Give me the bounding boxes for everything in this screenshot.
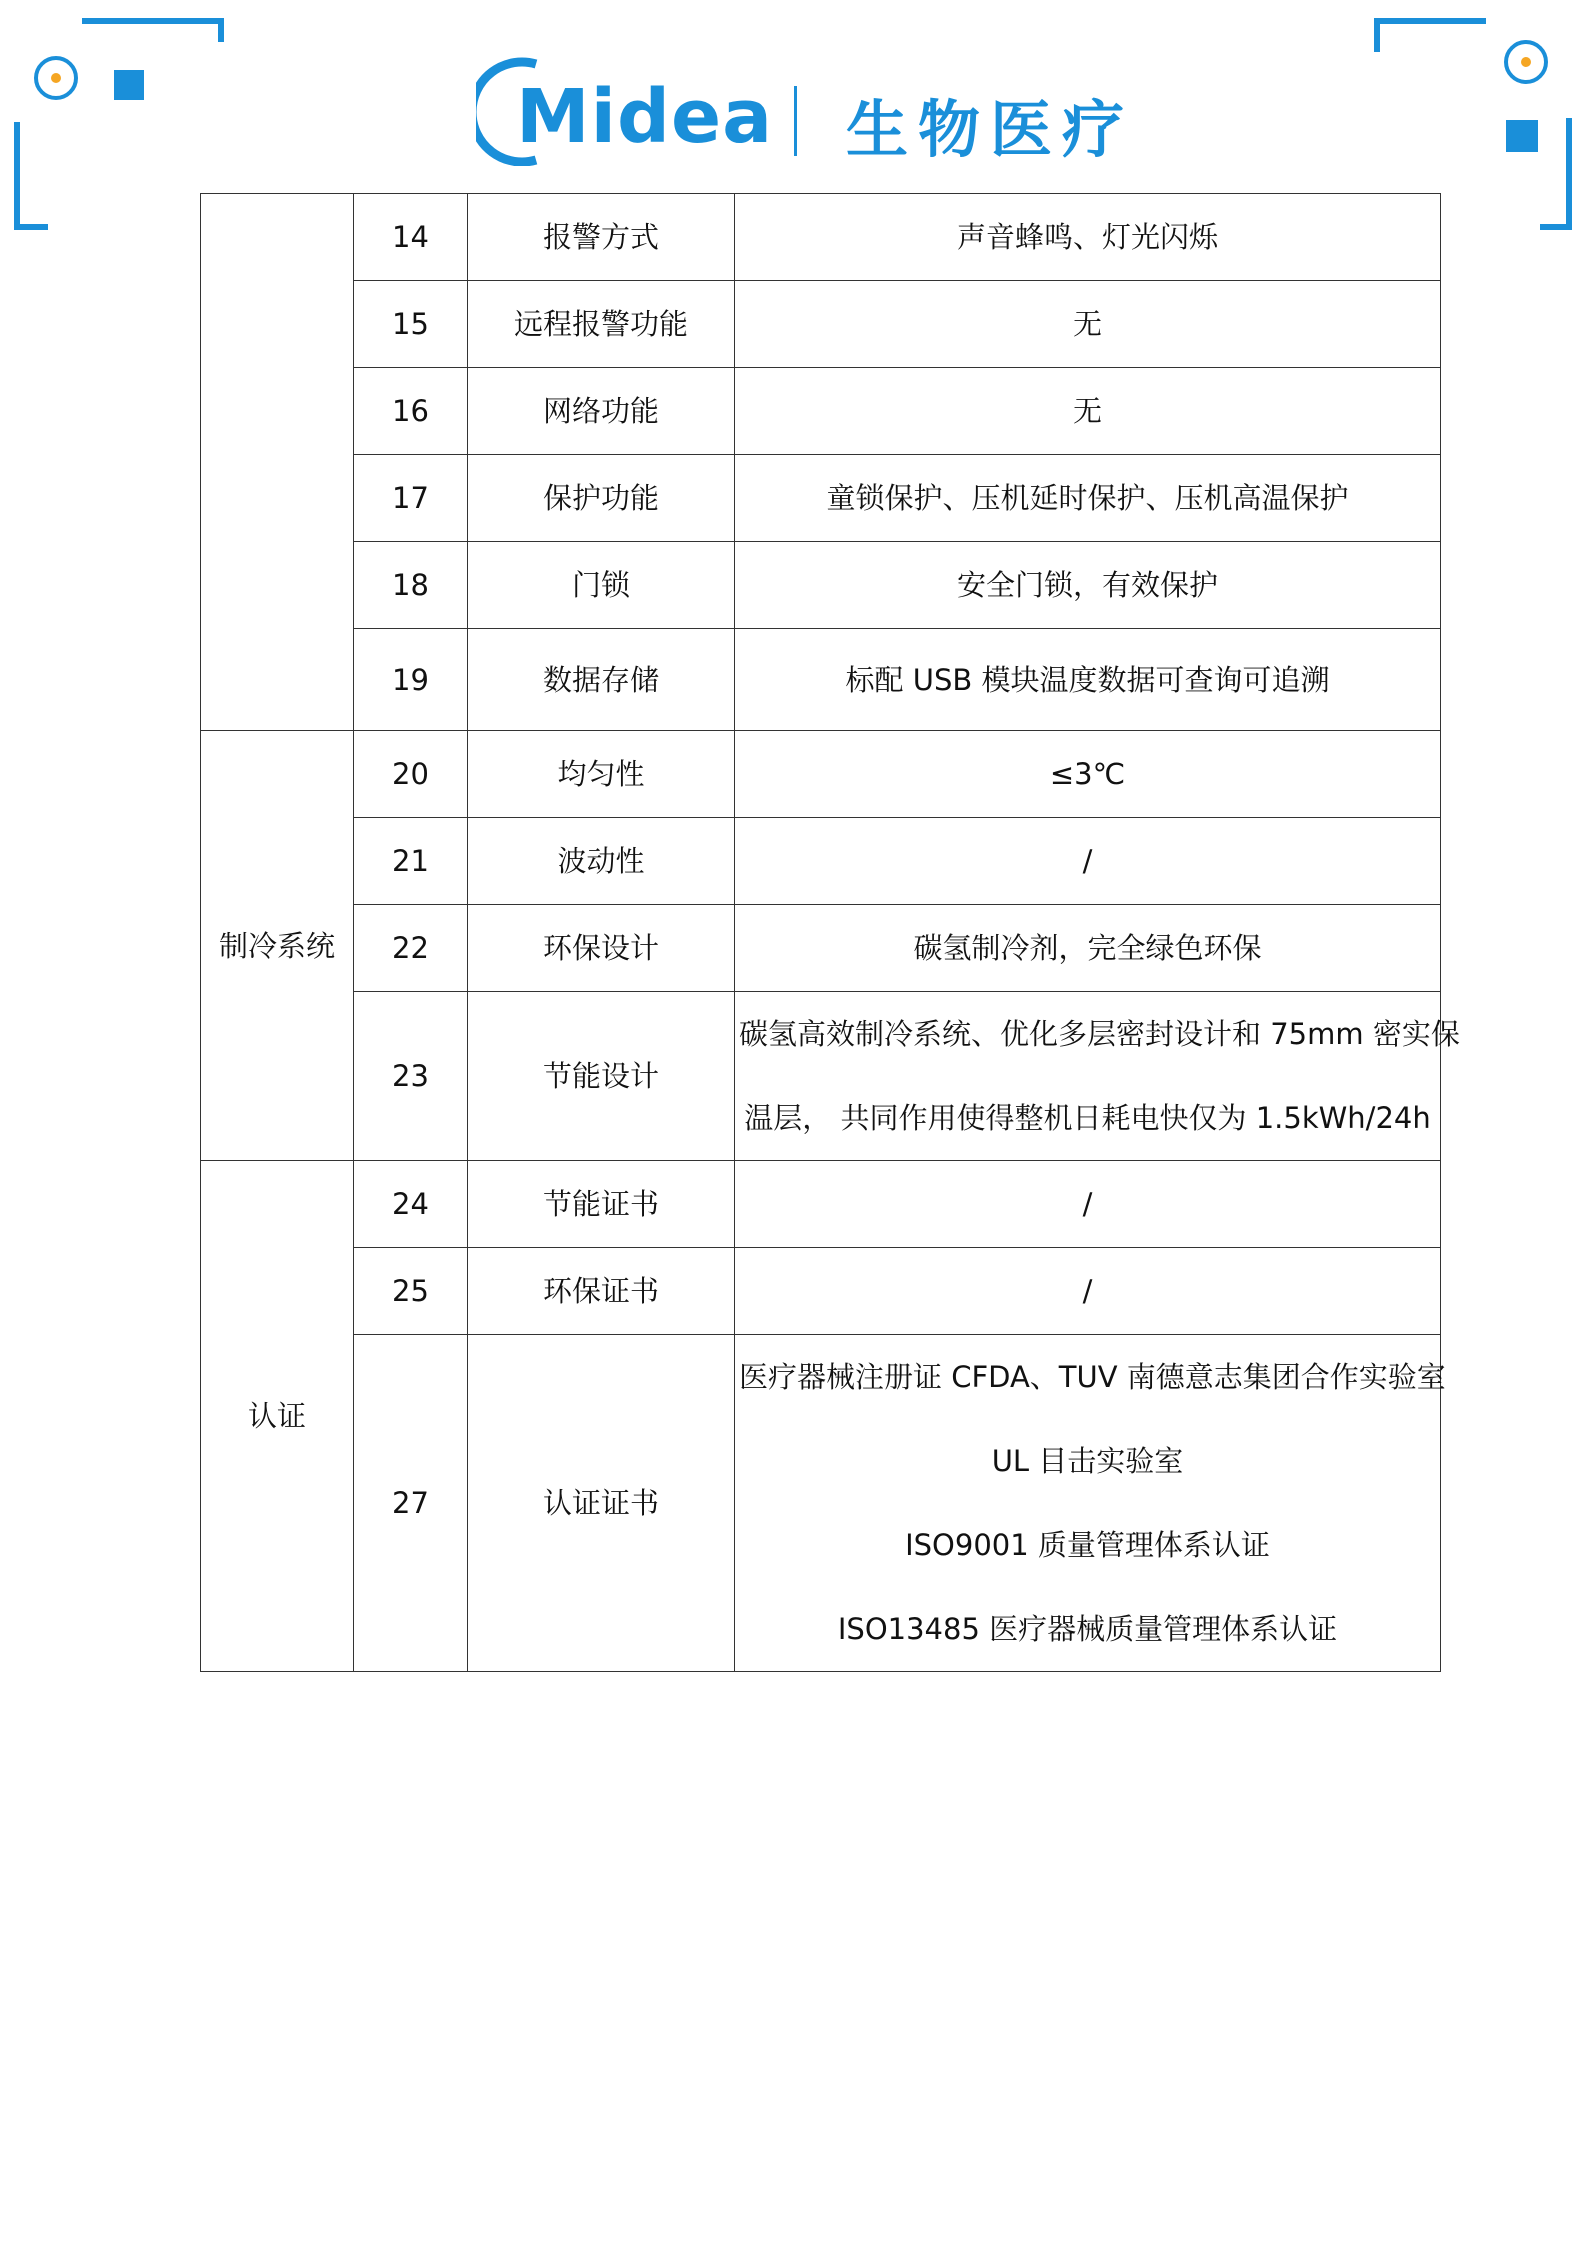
item-name-cell: 环保证书	[468, 1248, 735, 1335]
square-icon	[114, 70, 144, 100]
item-name-cell: 节能设计	[468, 992, 735, 1161]
corner-top-right-v	[1374, 18, 1380, 52]
item-name-cell: 波动性	[468, 818, 735, 905]
square-icon	[1506, 120, 1538, 152]
spec-table	[200, 193, 1460, 1672]
item-value-cell	[735, 1248, 1441, 1335]
table-row	[201, 1161, 1441, 1248]
item-value-cell	[735, 629, 1441, 731]
ring-dot-icon	[34, 56, 78, 100]
item-value-cell	[735, 542, 1441, 629]
table-row	[201, 818, 1441, 905]
item-value-cell	[735, 281, 1441, 368]
value-line: 童锁保护、压机延时保护、压机高温保护	[826, 481, 1349, 515]
item-name-cell: 远程报警功能	[468, 281, 735, 368]
row-number-cell: 14	[354, 194, 468, 281]
table-row	[201, 194, 1441, 281]
logo-separator	[794, 86, 797, 156]
corner-right-h	[1540, 224, 1572, 230]
table-row	[201, 542, 1441, 629]
table-row	[201, 731, 1441, 818]
value-line: 无	[1072, 394, 1102, 428]
value-line: /	[1082, 1274, 1093, 1308]
value-line: 碳氢高效制冷系统、优化多层密封设计和 75mm 密实保	[739, 1017, 1460, 1051]
corner-top-left-v	[218, 18, 224, 42]
item-name-cell: 门锁	[468, 542, 735, 629]
row-number-cell: 18	[354, 542, 468, 629]
value-line: 碳氢制冷剂，完全绿色环保	[913, 931, 1262, 965]
item-value-cell	[735, 455, 1441, 542]
item-name-cell: 节能证书	[468, 1161, 735, 1248]
corner-left-v	[14, 122, 20, 230]
item-value-cell	[735, 818, 1441, 905]
corner-right-v	[1566, 118, 1572, 230]
item-value-cell	[735, 1335, 1446, 1672]
item-name-cell: 均匀性	[468, 731, 735, 818]
item-value-cell	[735, 731, 1441, 818]
corner-top-left-h	[82, 18, 224, 24]
table-row	[201, 1248, 1441, 1335]
value-line: ISO13485 医疗器械质量管理体系认证	[837, 1612, 1338, 1646]
table-row	[201, 368, 1441, 455]
value-line: /	[1082, 844, 1093, 878]
item-value-cell	[735, 1161, 1441, 1248]
table-row	[201, 992, 1441, 1161]
value-line: 无	[1072, 307, 1102, 341]
value-line: 医疗器械注册证 CFDA、TUV 南德意志集团合作实验室	[739, 1360, 1446, 1394]
row-number-cell: 21	[354, 818, 468, 905]
row-number-cell: 15	[354, 281, 468, 368]
value-line: ISO9001 质量管理体系认证	[905, 1528, 1270, 1562]
logo-word: Midea	[516, 74, 774, 160]
value-line: 温层， 共同作用使得整机日耗电快仅为 1.5kWh/24h	[744, 1101, 1431, 1135]
table-row	[201, 905, 1441, 992]
category-cell: 制冷系统	[201, 731, 354, 1161]
row-number-cell: 22	[354, 905, 468, 992]
logo-subtitle: 生物医疗	[846, 93, 1135, 166]
row-number-cell: 23	[354, 992, 468, 1161]
row-number-cell: 25	[354, 1248, 468, 1335]
row-number-cell: 24	[354, 1161, 468, 1248]
row-number-cell: 19	[354, 629, 468, 731]
item-value-cell	[735, 194, 1441, 281]
table-row	[201, 629, 1441, 731]
item-value-cell	[735, 905, 1441, 992]
category-cell: 认证	[201, 1161, 354, 1672]
item-value-cell	[735, 992, 1460, 1161]
table-row	[201, 281, 1441, 368]
item-name-cell: 数据存储	[468, 629, 735, 731]
ring-dot-icon	[1504, 40, 1548, 84]
row-number-cell: 16	[354, 368, 468, 455]
value-line: 声音蜂鸣、灯光闪烁	[956, 220, 1218, 254]
corner-top-right-h	[1374, 18, 1486, 24]
value-line: UL 目击实验室	[991, 1444, 1184, 1478]
brand-logo	[476, 56, 1156, 166]
row-number-cell: 20	[354, 731, 468, 818]
value-line: 标配 USB 模块温度数据可查询可追溯	[845, 662, 1330, 697]
item-name-cell: 网络功能	[468, 368, 735, 455]
table-row	[201, 1335, 1441, 1672]
corner-left-h	[14, 224, 48, 230]
row-number-cell: 27	[354, 1335, 468, 1672]
category-cell	[201, 194, 354, 731]
item-value-cell	[735, 368, 1441, 455]
item-name-cell: 环保设计	[468, 905, 735, 992]
item-name-cell: 认证证书	[468, 1335, 735, 1672]
value-line: 安全门锁，有效保护	[956, 568, 1218, 602]
item-name-cell: 保护功能	[468, 455, 735, 542]
table-row	[201, 455, 1441, 542]
value-line: /	[1082, 1187, 1093, 1221]
value-line: ≤3℃	[1049, 757, 1126, 791]
row-number-cell: 17	[354, 455, 468, 542]
item-name-cell: 报警方式	[468, 194, 735, 281]
